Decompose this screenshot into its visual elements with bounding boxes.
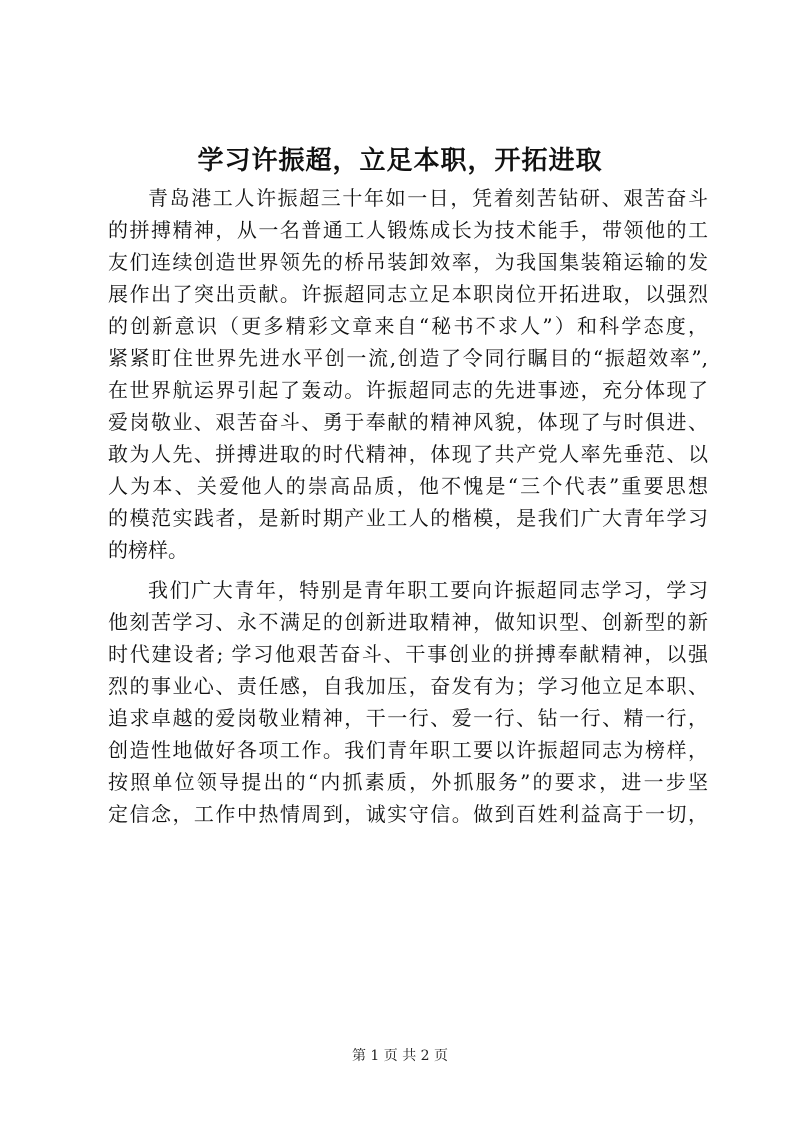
text-line: 追求卓越的爱岗敬业精神，干一行、爱一行、钻一行、精一行，: [108, 706, 708, 730]
text-line: 他刻苦学习、永不满足的创新进取精神，做知识型、创新型的新: [108, 610, 708, 634]
paragraph-1: [108, 182, 708, 566]
text-line: 紧紧盯住世界先进水平创一流,创造了令同行瞩目的“振超效率”,: [108, 346, 708, 370]
text-line: 我们广大青年，特别是青年职工要向许振超同志学习，学习: [148, 578, 708, 602]
text-line: 青岛港工人许振超三十年如一日，凭着刻苦钻研、艰苦奋斗: [148, 186, 708, 210]
text-line: 的拼搏精神，从一名普通工人锻炼成长为技术能手，带领他的工: [108, 218, 708, 242]
text-line: 展作出了突出贡献。许振超同志立足本职岗位开拓进取，以强烈: [108, 282, 708, 306]
text-line: 创造性地做好各项工作。我们青年职工要以许振超同志为榜样，: [108, 738, 708, 762]
text-line: 的模范实践者，是新时期产业工人的楷模，是我们广大青年学习: [108, 506, 708, 530]
text-line: 在世界航运界引起了轰动。许振超同志的先进事迹，充分体现了: [108, 378, 708, 402]
text-line: 烈的事业心、责任感，自我加压，奋发有为；学习他立足本职、: [108, 674, 708, 698]
document-body: [108, 182, 708, 830]
text-line: 的创新意识（更多精彩文章来自“秘书不求人”）和科学态度，: [108, 314, 708, 338]
text-line: 按照单位领导提出的“内抓素质，外抓服务”的要求，进一步坚: [108, 770, 708, 794]
text-line: 定信念，工作中热情周到，诚实守信。做到百姓利益高于一切，: [108, 802, 708, 826]
text-line: 敢为人先、拼搏进取的时代精神，体现了共产党人率先垂范、以: [108, 442, 708, 466]
paragraph-2: [108, 574, 708, 830]
text-line: 的榜样。: [108, 538, 188, 562]
text-line: 时代建设者; 学习他艰苦奋斗、干事创业的拼搏奉献精神，以强: [108, 642, 708, 666]
text-line: 爱岗敬业、艰苦奋斗、勇于奉献的精神风貌，体现了与时俱进、: [108, 410, 708, 434]
text-line: 友们连续创造世界领先的桥吊装卸效率，为我国集装箱运输的发: [108, 250, 708, 274]
page-number-footer: 第 1 页 共 2 页: [351, 1048, 449, 1064]
text-line: 人为本、关爱他人的崇高品质，他不愧是“三个代表”重要思想: [108, 474, 708, 498]
document-title: 学习许振超，立足本职，开拓进取: [197, 146, 603, 176]
